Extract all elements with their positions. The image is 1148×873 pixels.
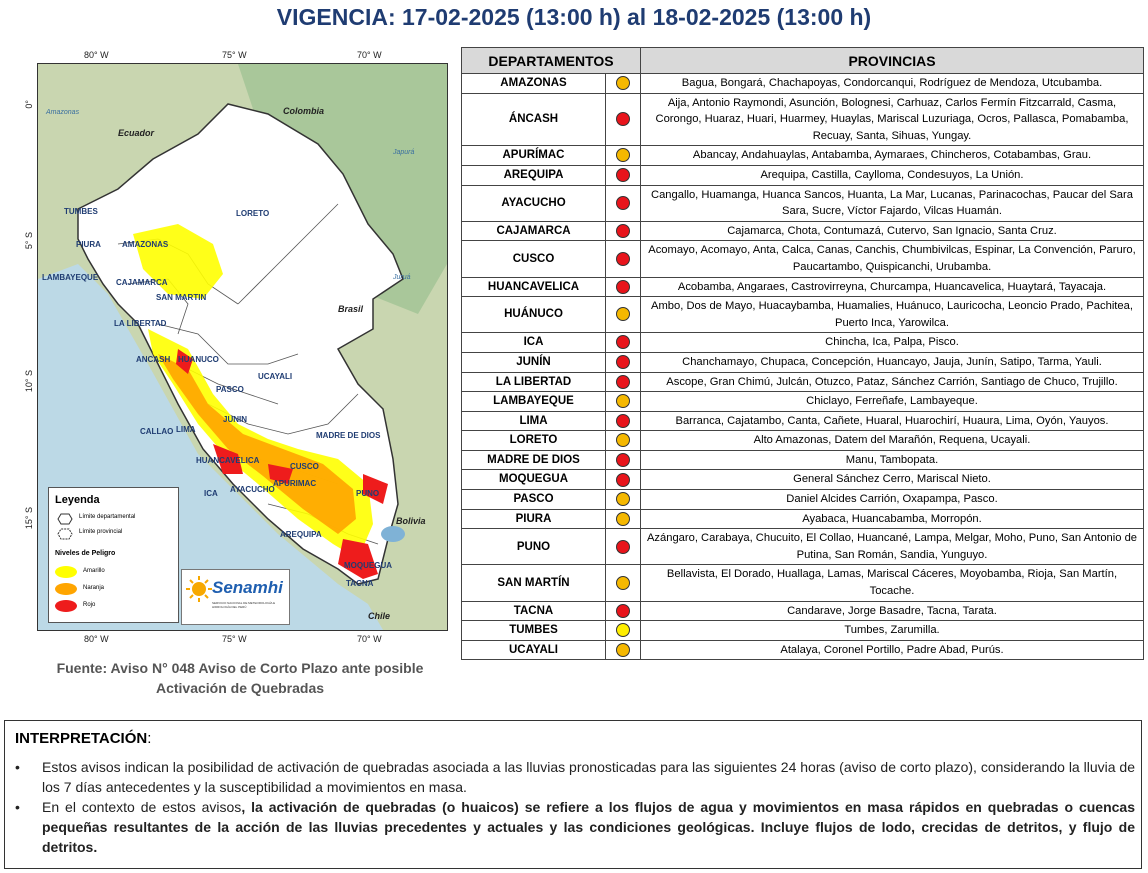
alert-table bbox=[461, 47, 1144, 660]
alert-level-cell bbox=[606, 601, 641, 621]
table-row bbox=[462, 529, 1144, 565]
region-la-libertad: LA LIBERTAD bbox=[114, 319, 167, 328]
alert-level-cell bbox=[606, 165, 641, 185]
legend-prov-border: Límite provincial bbox=[79, 529, 123, 535]
legend-rojo: Rojo bbox=[83, 602, 96, 608]
alert-level-rojo-icon bbox=[616, 355, 630, 369]
department-name: HUÁNUCO bbox=[462, 297, 606, 333]
alert-level-rojo-icon bbox=[616, 375, 630, 389]
table-row bbox=[462, 621, 1144, 641]
swatch-rojo bbox=[55, 600, 77, 612]
peru-alert-map bbox=[37, 63, 448, 631]
provinces-list: Chanchamayo, Chupaca, Concepción, Huancayo, Jauja, Junín, Satipo, Tarma, Yauli. bbox=[641, 352, 1144, 372]
alert-level-cell bbox=[606, 411, 641, 431]
interpretation-point-2-bold: , la activación de quebradas (o huaicos) se refiere a los flujos de agua y movimientos en masa rápidos en quebradas o cuencas pequeñas resultantes de la acción de las lluvias precedentes y actuales y las condiciones geológicas. Incluye flujos de lodo, crecidas de detritos, y flujo de detritos. bbox=[42, 799, 1136, 855]
swatch-amarillo bbox=[55, 566, 77, 578]
label-ecuador: Ecuador bbox=[118, 128, 155, 138]
region-piura: PIURA bbox=[76, 240, 101, 249]
table-row bbox=[462, 450, 1144, 470]
table-row bbox=[462, 221, 1144, 241]
left-coord-5s: 5° S bbox=[24, 232, 34, 250]
provinces-list: Bagua, Bongará, Chachapoyas, Condorcanqui, Rodríguez de Mendoza, Utcubamba. bbox=[641, 74, 1144, 94]
swatch-naranja bbox=[55, 583, 77, 595]
provinces-list: Ambo, Dos de Mayo, Huacaybamba, Huamalies, Huánuco, Lauricocha, Leoncio Prado, Pachitea, Puerto Inca, Yarowilca. bbox=[641, 297, 1144, 333]
top-coord-75w: 75° W bbox=[222, 50, 247, 60]
alert-level-naranja-icon bbox=[616, 433, 630, 447]
department-name: TACNA bbox=[462, 601, 606, 621]
alert-level-cell bbox=[606, 450, 641, 470]
table-row bbox=[462, 93, 1144, 146]
interpretation-heading bbox=[15, 730, 151, 747]
alert-level-cell bbox=[606, 372, 641, 392]
provinces-list: Bellavista, El Dorado, Huallaga, Lamas, Mariscal Cáceres, Moyobamba, Rioja, San Martín, Tocache. bbox=[641, 565, 1144, 601]
interpretation-list bbox=[13, 757, 1135, 857]
alert-level-cell bbox=[606, 74, 641, 94]
region-arequipa: AREQUIPA bbox=[280, 530, 322, 539]
alert-level-cell bbox=[606, 221, 641, 241]
alert-level-naranja-icon bbox=[616, 394, 630, 408]
provinces-list: Daniel Alcides Carrión, Oxapampa, Pasco. bbox=[641, 490, 1144, 510]
table-row bbox=[462, 352, 1144, 372]
department-name: PIURA bbox=[462, 509, 606, 529]
region-cajamarca: CAJAMARCA bbox=[116, 278, 168, 287]
provinces-list: Cangallo, Huamanga, Huanca Sancos, Huanta, La Mar, Lucanas, Parinacochas, Paucar del Sara Sara, Sucre, Víctor Fajardo, Vilcas Huamán. bbox=[641, 185, 1144, 221]
provinces-list: General Sánchez Cerro, Mariscal Nieto. bbox=[641, 470, 1144, 490]
alert-level-cell bbox=[606, 640, 641, 660]
validity-title: VIGENCIA: 17-02-2025 (13:00 h) al 18-02-2025 (13:00 h) bbox=[276, 4, 872, 30]
department-name: SAN MARTÍN bbox=[462, 565, 606, 601]
table-row bbox=[462, 392, 1144, 412]
interpretation-point-2-prefix: En el contexto de estos avisos bbox=[42, 799, 242, 815]
region-ucayali: UCAYALI bbox=[258, 372, 293, 381]
department-name: CUSCO bbox=[462, 241, 606, 277]
provinces-list: Candarave, Jorge Basadre, Tacna, Tarata. bbox=[641, 601, 1144, 621]
alert-level-rojo-icon bbox=[616, 540, 630, 554]
left-coord-15s: 15° S bbox=[24, 507, 34, 530]
provinces-list: Atalaya, Coronel Portillo, Padre Abad, Purús. bbox=[641, 640, 1144, 660]
region-junin: JUNIN bbox=[223, 415, 248, 424]
alert-level-rojo-icon bbox=[616, 112, 630, 126]
bottom-coord-80w: 80° W bbox=[84, 634, 109, 644]
table-row bbox=[462, 601, 1144, 621]
department-name: MADRE DE DIOS bbox=[462, 450, 606, 470]
label-colombia: Colombia bbox=[283, 106, 325, 116]
provinces-list: Cajamarca, Chota, Contumazá, Cutervo, San Ignacio, Santa Cruz. bbox=[641, 221, 1144, 241]
department-name: ICA bbox=[462, 333, 606, 353]
label-bolivia: Bolivia bbox=[396, 516, 426, 526]
alert-level-naranja-icon bbox=[616, 148, 630, 162]
provinces-list: Azángaro, Carabaya, Chucuito, El Collao, Huancané, Lampa, Melgar, Moho, Puno, San Antonio de Putina, San Román, Sandia, Yunguyo. bbox=[641, 529, 1144, 565]
region-lima: LIMA bbox=[176, 425, 196, 434]
provinces-list: Tumbes, Zarumilla. bbox=[641, 621, 1144, 641]
provinces-list: Manu, Tambopata. bbox=[641, 450, 1144, 470]
table-row bbox=[462, 509, 1144, 529]
alert-level-naranja-icon bbox=[616, 576, 630, 590]
interpretation-title: INTERPRETACIÓN bbox=[15, 730, 148, 747]
region-ayacucho: AYACUCHO bbox=[230, 485, 275, 494]
label-jurua: Juruá bbox=[393, 274, 411, 281]
table-row bbox=[462, 490, 1144, 510]
interpretation-point-2 bbox=[13, 797, 1135, 857]
provinces-list: Abancay, Andahuaylas, Antabamba, Aymaraes, Chincheros, Cotabambas, Grau. bbox=[641, 146, 1144, 166]
legend-amarillo: Amarillo bbox=[83, 568, 105, 574]
interpretation-point-1 bbox=[13, 757, 1135, 797]
table-row bbox=[462, 185, 1144, 221]
provinces-list: Ayabaca, Huancabamba, Morropón. bbox=[641, 509, 1144, 529]
table-row bbox=[462, 277, 1144, 297]
left-coord-10s: 10° S bbox=[24, 370, 34, 393]
legend-levels-title: Niveles de Peligro bbox=[55, 550, 116, 557]
lake-titicaca bbox=[381, 526, 405, 542]
provinces-list: Barranca, Cajatambo, Canta, Cañete, Huaral, Huarochirí, Huaura, Lima, Oyón, Yauyos. bbox=[641, 411, 1144, 431]
alert-level-cell bbox=[606, 565, 641, 601]
table-row bbox=[462, 470, 1144, 490]
region-pasco: PASCO bbox=[216, 385, 244, 394]
region-ica: ICA bbox=[204, 489, 218, 498]
table-row bbox=[462, 146, 1144, 166]
alert-level-naranja-icon bbox=[616, 643, 630, 657]
provinces-list: Acomayo, Acomayo, Anta, Calca, Canas, Canchis, Chumbivilcas, Espinar, La Convención, Paruro, Paucartambo, Quispicanchi, Urubamba. bbox=[641, 241, 1144, 277]
provinces-list: Alto Amazonas, Datem del Marañón, Requena, Ucayali. bbox=[641, 431, 1144, 451]
senamhi-logo-text: Senamhi bbox=[212, 578, 283, 597]
region-madre-de-dios: MADRE DE DIOS bbox=[316, 431, 381, 440]
alert-level-cell bbox=[606, 509, 641, 529]
alert-level-cell bbox=[606, 529, 641, 565]
top-coord-80w: 80° W bbox=[84, 50, 109, 60]
source-note: Fuente: Aviso N° 048 Aviso de Corto Plazo ante posible Activación de Quebradas bbox=[56, 660, 424, 696]
alert-level-amarillo-icon bbox=[616, 623, 630, 637]
prov-border-icon bbox=[57, 528, 73, 540]
department-name: LORETO bbox=[462, 431, 606, 451]
region-loreto: LORETO bbox=[236, 209, 270, 218]
table-row bbox=[462, 372, 1144, 392]
department-name: AMAZONAS bbox=[462, 74, 606, 94]
department-name: ÁNCASH bbox=[462, 93, 606, 146]
legend-title: Leyenda bbox=[55, 494, 100, 506]
department-name: AREQUIPA bbox=[462, 165, 606, 185]
department-name: PASCO bbox=[462, 490, 606, 510]
alert-level-rojo-icon bbox=[616, 473, 630, 487]
dept-border-icon bbox=[57, 513, 73, 525]
alert-level-cell bbox=[606, 431, 641, 451]
bullet-2: • bbox=[15, 799, 20, 815]
left-coord-0: 0° bbox=[24, 100, 34, 109]
label-brasil: Brasil bbox=[338, 304, 364, 314]
table-row bbox=[462, 297, 1144, 333]
table-header-row bbox=[462, 48, 1144, 74]
alert-level-naranja-icon bbox=[616, 307, 630, 321]
provinces-list: Chincha, Ica, Palpa, Pisco. bbox=[641, 333, 1144, 353]
region-huanuco: HUANUCO bbox=[178, 355, 219, 364]
alert-level-naranja-icon bbox=[616, 492, 630, 506]
department-name: PUNO bbox=[462, 529, 606, 565]
region-ancash: ANCASH bbox=[136, 355, 171, 364]
senamhi-logo-subtitle: SERVICIO NACIONAL DE METEOROLOGÍA E HIDROLOGÍA DEL PERÚ bbox=[212, 601, 276, 609]
department-name: TUMBES bbox=[462, 621, 606, 641]
header-provincias: PROVINCIAS bbox=[641, 48, 1144, 74]
alert-rows bbox=[462, 74, 1144, 660]
department-name: LA LIBERTAD bbox=[462, 372, 606, 392]
table-row bbox=[462, 333, 1144, 353]
interpretation-box bbox=[4, 720, 1142, 869]
interpretation-point-1-text: Estos avisos indican la posibilidad de activación de quebradas asociada a las lluvias pronosticadas para las siguientes 24 horas (aviso de corto plazo), considerando la lluvia de los 7 días antecedentes y la susceptibilidad a movimientos en masa. bbox=[42, 759, 1135, 795]
region-apurimac: APURIMAC bbox=[273, 479, 317, 488]
alert-level-cell bbox=[606, 93, 641, 146]
provinces-list: Aija, Antonio Raymondi, Asunción, Bolognesi, Carhuaz, Carlos Fermín Fitzcarrald, Casma, Corongo, Huaraz, Huari, Huarmey, Huaylas, Mariscal Luzuriaga, Ocros, Pallasca, Pomabamba, Recuay, Santa, Sihuas, Yungay. bbox=[641, 93, 1144, 146]
alert-level-rojo-icon bbox=[616, 453, 630, 467]
label-amazonas-river: Amazonas bbox=[46, 109, 80, 116]
alert-level-cell bbox=[606, 392, 641, 412]
table-row bbox=[462, 431, 1144, 451]
provinces-list: Chiclayo, Ferreñafe, Lambayeque. bbox=[641, 392, 1144, 412]
bottom-coord-70w: 70° W bbox=[357, 634, 382, 644]
region-puno: PUNO bbox=[356, 489, 380, 498]
label-japura: Japurá bbox=[393, 149, 415, 156]
provinces-list: Ascope, Gran Chimú, Julcán, Otuzco, Pataz, Sánchez Carrión, Santiago de Chuco, Trujillo. bbox=[641, 372, 1144, 392]
department-name: UCAYALI bbox=[462, 640, 606, 660]
region-callao: CALLAO bbox=[140, 427, 174, 436]
department-name: HUANCAVELICA bbox=[462, 277, 606, 297]
table-row bbox=[462, 165, 1144, 185]
alert-level-cell bbox=[606, 241, 641, 277]
alert-level-rojo-icon bbox=[616, 224, 630, 238]
alert-level-cell bbox=[606, 621, 641, 641]
region-tacna: TACNA bbox=[346, 579, 374, 588]
provinces-list: Arequipa, Castilla, Caylloma, Condesuyos, La Unión. bbox=[641, 165, 1144, 185]
alert-level-cell bbox=[606, 146, 641, 166]
alert-level-cell bbox=[606, 470, 641, 490]
header-departamentos: DEPARTAMENTOS bbox=[462, 48, 641, 74]
bottom-coord-75w: 75° W bbox=[222, 634, 247, 644]
department-name: LIMA bbox=[462, 411, 606, 431]
alert-level-rojo-icon bbox=[616, 604, 630, 618]
alert-level-rojo-icon bbox=[616, 252, 630, 266]
department-name: APURÍMAC bbox=[462, 146, 606, 166]
table-row bbox=[462, 411, 1144, 431]
department-name: AYACUCHO bbox=[462, 185, 606, 221]
alert-level-rojo-icon bbox=[616, 335, 630, 349]
alert-level-cell bbox=[606, 277, 641, 297]
alert-level-cell bbox=[606, 333, 641, 353]
table-row bbox=[462, 74, 1144, 94]
map-legend bbox=[48, 487, 179, 623]
senamhi-logo bbox=[181, 569, 290, 625]
alert-level-cell bbox=[606, 185, 641, 221]
alert-level-cell bbox=[606, 352, 641, 372]
alert-level-rojo-icon bbox=[616, 168, 630, 182]
sun-icon bbox=[186, 576, 212, 602]
table-row bbox=[462, 565, 1144, 601]
region-lambayeque: LAMBAYEQUE bbox=[42, 273, 99, 282]
provinces-list: Acobamba, Angaraes, Castrovirreyna, Churcampa, Huancavelica, Huaytará, Tayacaja. bbox=[641, 277, 1144, 297]
region-tumbes: TUMBES bbox=[64, 207, 98, 216]
alert-level-cell bbox=[606, 297, 641, 333]
table-row bbox=[462, 241, 1144, 277]
region-huancavelica: HUANCAVELICA bbox=[196, 456, 260, 465]
legend-naranja: Naranja bbox=[83, 585, 105, 591]
alert-level-naranja-icon bbox=[616, 76, 630, 90]
alert-level-rojo-icon bbox=[616, 414, 630, 428]
alert-level-naranja-icon bbox=[616, 512, 630, 526]
department-name: MOQUEGUA bbox=[462, 470, 606, 490]
label-chile: Chile bbox=[368, 611, 391, 621]
department-name: LAMBAYEQUE bbox=[462, 392, 606, 412]
department-name: CAJAMARCA bbox=[462, 221, 606, 241]
table-row bbox=[462, 640, 1144, 660]
region-amazonas: AMAZONAS bbox=[122, 240, 169, 249]
alert-level-rojo-icon bbox=[616, 280, 630, 294]
legend-dept-border: Límite departamental bbox=[79, 514, 136, 520]
interpretation-title-suffix: : bbox=[147, 730, 152, 747]
region-cusco: CUSCO bbox=[290, 462, 319, 471]
top-coord-70w: 70° W bbox=[357, 50, 382, 60]
department-name: JUNÍN bbox=[462, 352, 606, 372]
alert-level-rojo-icon bbox=[616, 196, 630, 210]
bullet-1: • bbox=[15, 759, 20, 775]
alert-level-cell bbox=[606, 490, 641, 510]
region-moquegua: MOQUEGUA bbox=[344, 561, 392, 570]
region-san-martin: SAN MARTIN bbox=[156, 293, 207, 302]
